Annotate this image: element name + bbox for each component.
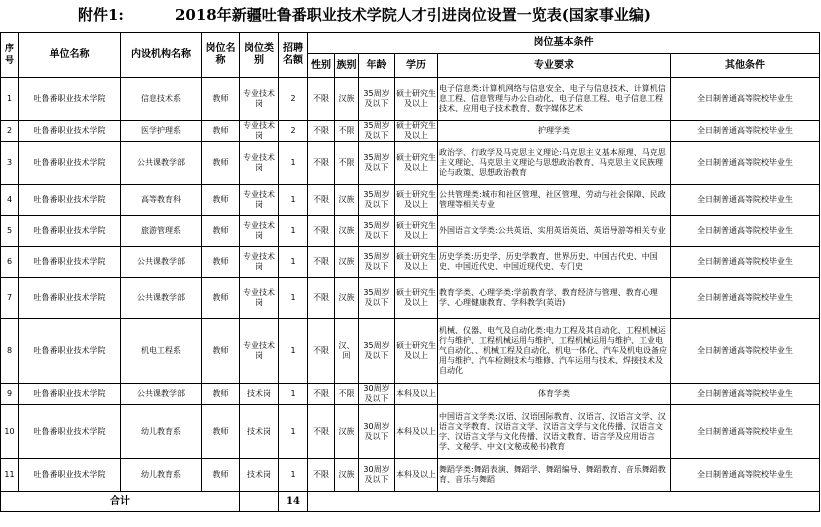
row-major: 机械、仪器、电气及自动化类:电力工程及其自动化、工程机械运行与维护、工程机械运用与维护、工程机械运用与维护、工业电气自动化、、机械工程及自动化、机电一体化、汽车及机电设备应用与维护、汽车检测技术与维修、汽车运用与技术、焊接技术及自动化: [438, 319, 671, 384]
row-ethnicity: 汉族: [335, 278, 359, 319]
row-major: 教育学类、心理学类:学前教育学、教育经济与管理、教育心理学、心理健康教育、学科教学(英语): [438, 278, 671, 319]
row-quota: 1: [279, 247, 308, 278]
row-education: 硕士研究生及以上: [395, 185, 438, 216]
row-seq: 10: [1, 405, 19, 459]
row-unit: 吐鲁番职业技术学院: [19, 459, 121, 492]
row-dept: 公共课教学部: [121, 142, 202, 185]
row-ethnicity: 不限: [335, 121, 359, 142]
row-seq: 4: [1, 185, 19, 216]
row-type: 专业技术岗: [240, 185, 279, 216]
row-dept: 幼儿教育系: [121, 405, 202, 459]
row-age: 35周岁及以下: [359, 216, 395, 247]
row-post: 教师: [202, 384, 240, 405]
row-unit: 吐鲁番职业技术学院: [19, 247, 121, 278]
header-quota: 招聘名额: [279, 33, 308, 78]
row-seq: 7: [1, 278, 19, 319]
row-other: 全日制普通高等院校毕业生: [671, 247, 820, 278]
row-other: 全日制普通高等院校毕业生: [671, 78, 820, 121]
row-quota: 1: [279, 185, 308, 216]
total-empty-conditions: [308, 492, 820, 512]
table-row: [1, 384, 820, 405]
row-dept: 高等教育科: [121, 185, 202, 216]
row-major: 护理学类: [438, 121, 671, 142]
table-row: [1, 278, 820, 319]
row-seq: 8: [1, 319, 19, 384]
row-education: 硕士研究生及以上: [395, 278, 438, 319]
row-unit: 吐鲁番职业技术学院: [19, 278, 121, 319]
row-other: 全日制普通高等院校毕业生: [671, 459, 820, 492]
row-age: 30周岁及以下: [359, 459, 395, 492]
row-unit: 吐鲁番职业技术学院: [19, 121, 121, 142]
row-dept: 旅游管理系: [121, 216, 202, 247]
row-age: 30周岁及以下: [359, 405, 395, 459]
row-major: 体育学类: [438, 384, 671, 405]
row-quota: 1: [279, 216, 308, 247]
header-row-1: [1, 33, 820, 54]
row-quota: 1: [279, 384, 308, 405]
row-type: 专业技术岗: [240, 142, 279, 185]
table-row: [1, 216, 820, 247]
row-dept: 机电工程系: [121, 319, 202, 384]
row-type: 专业技术岗: [240, 278, 279, 319]
header-seq: 序号: [1, 33, 19, 78]
total-value: 14: [279, 492, 308, 512]
row-age: 35周岁及以下: [359, 278, 395, 319]
header-major: 专业要求: [438, 54, 671, 78]
row-seq: 5: [1, 216, 19, 247]
row-post: 教师: [202, 216, 240, 247]
row-dept: 公共课教学部: [121, 278, 202, 319]
header-post-type: 岗位类别: [240, 33, 279, 78]
row-type: 技术岗: [240, 405, 279, 459]
row-seq: 11: [1, 459, 19, 492]
header-age: 年龄: [359, 54, 395, 78]
row-seq: 2: [1, 121, 19, 142]
row-other: 全日制普通高等院校毕业生: [671, 278, 820, 319]
row-major: 中国语言文学类:汉语、汉语国际教育、汉语言、汉语言文学、汉语言文学教育、汉语言文学、汉语言文学与文化传播、汉语言文字、汉语言文学与文化传播、汉语文教育、语言学及应用语言学、文秘学、中文(文秘或秘书)教育: [438, 405, 671, 459]
row-dept: 信息技术系: [121, 78, 202, 121]
row-education: 本科及以上: [395, 405, 438, 459]
row-education: 硕士研究生及以上: [395, 216, 438, 247]
row-dept: 公共课教学部: [121, 247, 202, 278]
table-row: [1, 185, 820, 216]
row-type: 专业技术岗: [240, 247, 279, 278]
row-ethnicity: 汉族: [335, 216, 359, 247]
header-gender: 性别: [308, 54, 335, 78]
row-quota: 2: [279, 78, 308, 121]
row-gender: 不限: [308, 278, 335, 319]
row-post: 教师: [202, 185, 240, 216]
row-ethnicity: 不限: [335, 142, 359, 185]
row-ethnicity: 汉族: [335, 185, 359, 216]
row-quota: 1: [279, 278, 308, 319]
row-seq: 9: [1, 384, 19, 405]
row-gender: 不限: [308, 142, 335, 185]
row-age: 35周岁及以下: [359, 78, 395, 121]
row-quota: 1: [279, 319, 308, 384]
row-age: 35周岁及以下: [359, 247, 395, 278]
row-gender: 不限: [308, 405, 335, 459]
row-education: 硕士研究生及以上: [395, 247, 438, 278]
row-unit: 吐鲁番职业技术学院: [19, 319, 121, 384]
table-row: [1, 319, 820, 384]
header-conditions-group: 岗位基本条件: [308, 33, 820, 54]
row-seq: 6: [1, 247, 19, 278]
row-dept: 医学护理系: [121, 121, 202, 142]
row-dept: 幼儿教育系: [121, 459, 202, 492]
row-post: 教师: [202, 121, 240, 142]
row-education: 硕士研究生及以上: [396, 121, 436, 140]
header-unit: 单位名称: [19, 33, 121, 78]
row-gender: 不限: [308, 216, 335, 247]
row-quota: 1: [279, 142, 308, 185]
row-major: 政治学、行政学及马克思主义理论:马克思主义基本原理、马克思主义理论、马克思主义理论与思想政治教育、马克思主义民族理论与政策、思想政治教育: [438, 142, 671, 185]
row-unit: 吐鲁番职业技术学院: [19, 185, 121, 216]
row-age: 30周岁及以下: [359, 384, 395, 405]
row-other: 全日制普通高等院校毕业生: [671, 319, 820, 384]
row-gender: 不限: [308, 459, 335, 492]
row-post: 教师: [202, 142, 240, 185]
title-prefix: 附件1:: [78, 6, 124, 24]
row-age: 35周岁及以下: [359, 319, 395, 384]
header-education: 学历: [395, 54, 438, 78]
row-education: 硕士研究生及以上: [395, 319, 438, 384]
row-major: 历史学类:历史学、历史学教育、世界历史、中国古代史、中国史、中国近代史、中国近现代史、专门史: [438, 247, 671, 278]
row-other: 全日制普通高等院校毕业生: [671, 185, 820, 216]
table-row: [1, 142, 820, 185]
row-age: 35周岁及以下: [359, 142, 395, 185]
row-post: 教师: [202, 319, 240, 384]
table-row: [1, 247, 820, 278]
row-unit: 吐鲁番职业技术学院: [19, 142, 121, 185]
row-unit: 吐鲁番职业技术学院: [19, 216, 121, 247]
title-main: 2018年新疆吐鲁番职业技术学院人才引进岗位设置一览表(国家事业编): [175, 6, 651, 24]
header-other: 其他条件: [671, 54, 820, 78]
row-gender: 不限: [308, 247, 335, 278]
row-unit: 吐鲁番职业技术学院: [19, 405, 121, 459]
row-unit: 吐鲁番职业技术学院: [19, 78, 121, 121]
row-type: 技术岗: [240, 459, 279, 492]
row-quota: 1: [279, 459, 308, 492]
total-row: [1, 492, 820, 512]
row-gender: 不限: [308, 384, 335, 405]
row-major: 舞蹈学类:舞蹈表演、舞蹈学、舞蹈编导、舞蹈教育、音乐舞蹈教育、音乐与舞蹈: [438, 459, 671, 492]
row-quota: 2: [279, 121, 308, 142]
row-gender: 不限: [308, 319, 335, 384]
row-seq: 1: [1, 78, 19, 121]
row-ethnicity: 汉族: [335, 405, 359, 459]
positions-table: [0, 32, 820, 512]
row-major: 电子信息类:计算机网络与信息安全、电子与信息技术、计算机信息工程、信息管理与办公自动化、电子信息工程、电子信息工程技术、应用电子技术教育、数字媒体艺术: [438, 78, 671, 121]
row-type: 专业技术岗: [240, 78, 279, 121]
row-seq: 3: [1, 142, 19, 185]
row-other: 全日制普通高等院校毕业生: [671, 142, 820, 185]
row-other: 全日制普通高等院校毕业生: [671, 216, 820, 247]
row-type: 技术岗: [240, 384, 279, 405]
row-ethnicity: 汉族: [335, 247, 359, 278]
row-ethnicity: 汉族: [335, 78, 359, 121]
row-education: 硕士研究生及以上: [395, 78, 438, 121]
row-dept: 公共课教学部: [121, 384, 202, 405]
table-row: [1, 405, 820, 459]
table-row: [1, 121, 820, 142]
row-gender: 不限: [308, 78, 335, 121]
total-label: 合计: [1, 492, 240, 512]
header-post-name: 岗位名称: [202, 33, 240, 78]
row-other: 全日制普通高等院校毕业生: [671, 384, 820, 405]
row-type: 专业技术岗: [240, 319, 279, 384]
row-post: 教师: [202, 278, 240, 319]
header-dept: 内设机构名称: [121, 33, 202, 78]
page-title: [0, 0, 821, 30]
row-quota: 1: [279, 405, 308, 459]
row-other: 全日制普通高等院校毕业生: [671, 121, 820, 142]
row-type: 专业技术岗: [240, 216, 279, 247]
row-gender: 不限: [308, 121, 335, 142]
row-post: 教师: [202, 78, 240, 121]
table-row: [1, 78, 820, 121]
table-row: [1, 459, 820, 492]
row-post: 教师: [202, 405, 240, 459]
row-education: 本科及以上: [395, 384, 438, 405]
row-gender: 不限: [308, 185, 335, 216]
row-post: 教师: [202, 459, 240, 492]
row-other: 全日制普通高等院校毕业生: [671, 405, 820, 459]
row-post: 教师: [202, 247, 240, 278]
row-ethnicity: 汉、回: [335, 319, 359, 384]
row-education: 硕士研究生及以上: [395, 142, 438, 185]
row-unit: 吐鲁番职业技术学院: [19, 384, 121, 405]
row-ethnicity: 汉族: [335, 459, 359, 492]
row-age: 35周岁及以下: [359, 121, 395, 142]
row-education: 本科及以上: [395, 459, 438, 492]
row-type: 专业技术岗: [240, 121, 279, 142]
row-ethnicity: 不限: [335, 384, 359, 405]
total-empty-type: [240, 492, 279, 512]
row-major: 公共管理类:城市和社区管理、社区管理、劳动与社会保障、民政管理等相关专业: [438, 185, 671, 216]
row-age: 35周岁及以下: [359, 185, 395, 216]
header-ethnicity: 族别: [335, 54, 359, 78]
row-major: 外国语言文学类:公共英语、实用英语英语、英语导游等相关专业: [438, 216, 671, 247]
